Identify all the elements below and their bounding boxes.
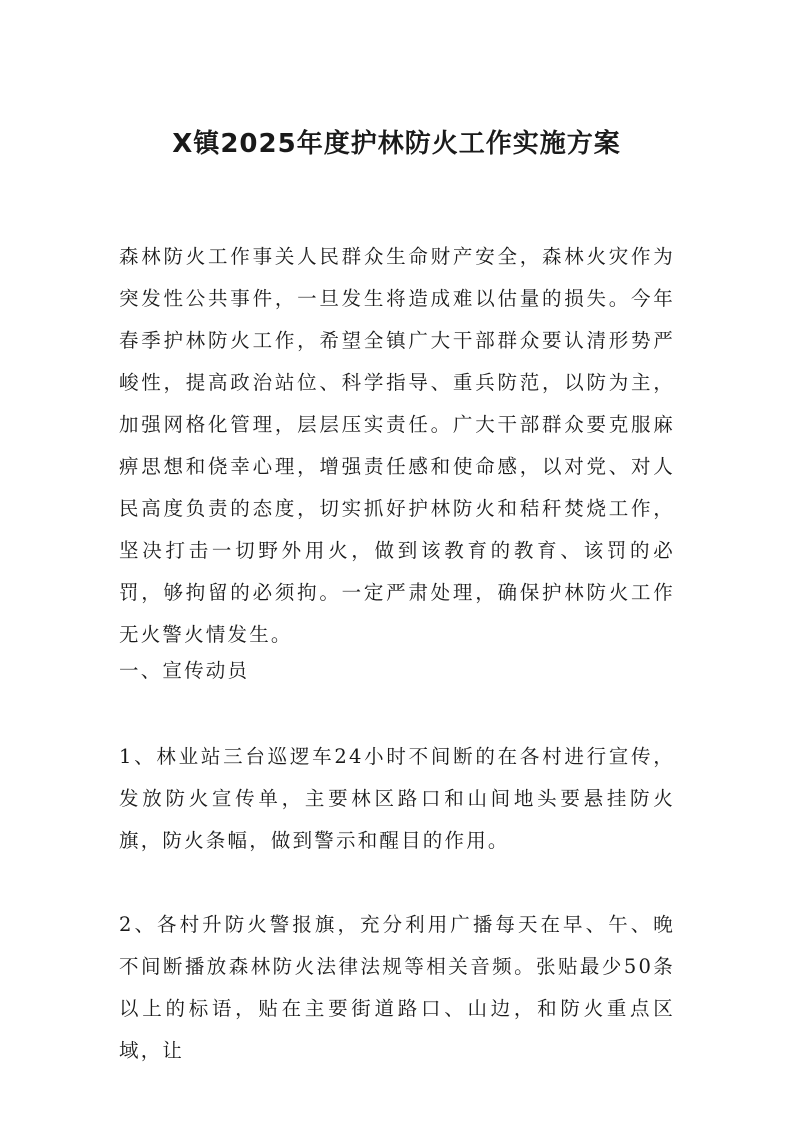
list-item-patrol: 1、林业站三台巡逻车24小时不间断的在各村进行宣传，发放防火宣传单，主要林区路口和山间地头要悬挂防火旗，防火条幅，做到警示和醒目的作用。 [119,745,675,852]
list-item-warning-flags: 2、各村升防火警报旗，充分利用广播每天在早、午、晚不间断播放森林防火法律法规等相关音频。张贴最少50条以上的标语，贴在主要街道路口、山边，和防火重点区域，让 [119,913,675,1062]
section-heading-publicity: 一、宣传动员 [119,659,250,682]
document-title: X镇2025年度护林防火工作实施方案 [172,129,621,159]
intro-paragraph: 森林防火工作事关人民群众生命财产安全，森林火灾作为突发性公共事件，一旦发生将造成难以估量的损失。今年春季护林防火工作，希望全镇广大干部群众要认清形势严峻性，提高政治站位、科学指导、重兵防范，以防为主，加强网格化管理，层层压实责任。广大干部群众要克服麻痹思想和侥幸心理，增强责任感和使命感，以对党、对人民高度负责的态度，切实抓好护林防火和秸秆焚烧工作，坚决打击一切野外用火，做到该教育的教育、该罚的必罚，够拘留的必须拘。一定严肃处理，确保护林防火工作无火警火情发生。 [119,245,675,646]
